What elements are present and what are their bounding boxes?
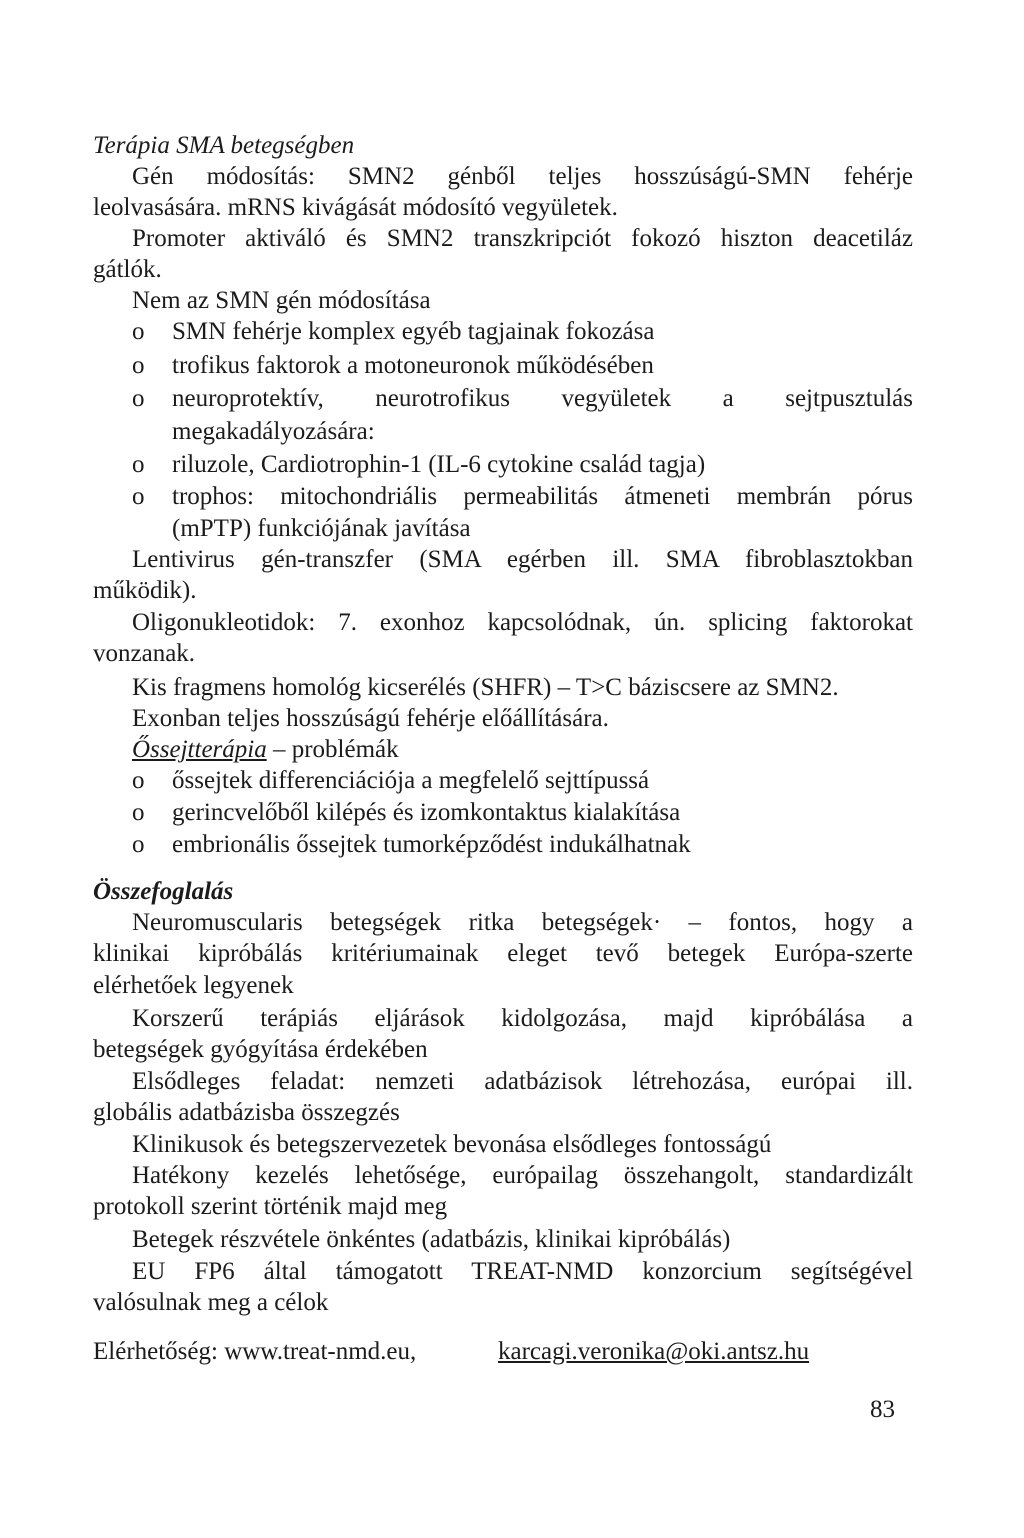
paragraph-line: leolvasására. mRNS kivágását módosító vegyületek. [93,194,618,221]
list-item-text: gerincvelőből kilépés és izomkontaktus kialakítása [172,799,681,826]
paragraph-line: protokoll szerint történik majd meg [93,1193,448,1220]
list-item-text: embrionális őssejtek tumorképződést indukálhatnak [172,831,691,858]
paragraph-line: globális adatbázisba összegzés [93,1099,400,1126]
section-heading-therapy: Terápia SMA betegségben [93,132,355,159]
bullet-marker: o [132,352,145,379]
paragraph-line: gátlók. [93,256,162,283]
paragraph-line: elérhetőek legyenek [93,972,294,999]
paragraph-line: valósulnak meg a célok [93,1289,329,1316]
list-item-continuation: (mPTP) funkciójának javítása [172,515,471,542]
paragraph-line: Betegek részvétele önkéntes (adatbázis, klinikai kipróbálás) [132,1226,731,1253]
contact-line [93,1336,913,1368]
list-item-text: trofikus faktorok a motoneuronok működésében [172,352,654,379]
paragraph-line: működik). [93,577,197,604]
paragraph-line: Elsődleges feladat: nemzeti adatbázisok létrehozása, európai ill. [132,1068,913,1095]
paragraph-line: EU FP6 által támogatott TREAT-NMD konzorcium segítségével [132,1258,913,1285]
paragraph-line: Klinikusok és betegszervezetek bevonása elsődleges fontosságú [132,1131,772,1158]
contact-label: Elérhetőség: www.treat-nmd.eu, [93,1338,417,1365]
bullet-marker: o [132,451,145,478]
paragraph-line: Hatékony kezelés lehetősége, európailag összehangolt, standardizált [132,1162,913,1189]
list-item-text: neuroprotektív, neurotrofikus vegyületek a sejtpusztulás [172,385,913,412]
paragraph-line: betegségek gyógyítása érdekében [93,1036,428,1063]
bullet-marker: o [132,799,145,826]
contact-email-link[interactable]: karcagi.veronika@oki.antsz.hu [498,1338,810,1365]
paragraph-line: Oligonukleotidok: 7. exonhoz kapcsolódnak, ún. splicing faktorokat [132,609,913,636]
paragraph-line: klinikai kipróbálás kritériumainak eleget tevő betegek Európa-szerte [93,940,913,967]
list-item-text: SMN fehérje komplex egyéb tagjainak fokozása [172,318,655,345]
summary-heading: Összefoglalás [93,878,234,905]
bullet-marker: o [132,318,145,345]
paragraph-line: Gén módosítás: SMN2 génből teljes hosszúságú-SMN fehérje [132,163,913,190]
paragraph-line: Exonban teljes hosszúságú fehérje előállítására. [132,705,609,732]
paragraph-line: Kis fragmens homológ kicserélés (SHFR) – T>C báziscsere az SMN2. [132,674,839,701]
bullet-marker: o [132,831,145,858]
bullet-marker: o [132,483,145,510]
paragraph-line: Korszerű terápiás eljárások kidolgozása, majd kipróbálása a [132,1005,913,1032]
paragraph-line: Promoter aktiváló és SMN2 transzkripciót fokozó hiszton deacetiláz [132,225,913,252]
stem-cell-heading: Őssejtterápia [132,736,267,763]
paragraph-line: Neuromuscularis betegségek ritka betegségek· – fontos, hogy a [132,909,913,936]
list-item-continuation: megakadályozására: [172,418,375,445]
page-number: 83 [870,1396,895,1423]
list-item-text: riluzole, Cardiotrophin-1 (IL-6 cytokine család tagja) [172,451,706,478]
paragraph-line: Nem az SMN gén módosítása [132,287,431,314]
bullet-marker: o [132,767,145,794]
stem-cell-rest: – problémák [266,736,399,763]
paragraph-line: Lentivirus gén-transzfer (SMA egérben ill. SMA fibroblasztokban [132,546,913,573]
list-item-text: őssejtek differenciációja a megfelelő sejttípussá [172,767,650,794]
bullet-marker: o [132,385,145,412]
list-item-text: trophos: mitochondriális permeabilitás átmeneti membrán pórus [172,483,913,510]
stem-cell-line [132,734,952,766]
paragraph-line: vonzanak. [93,640,196,667]
